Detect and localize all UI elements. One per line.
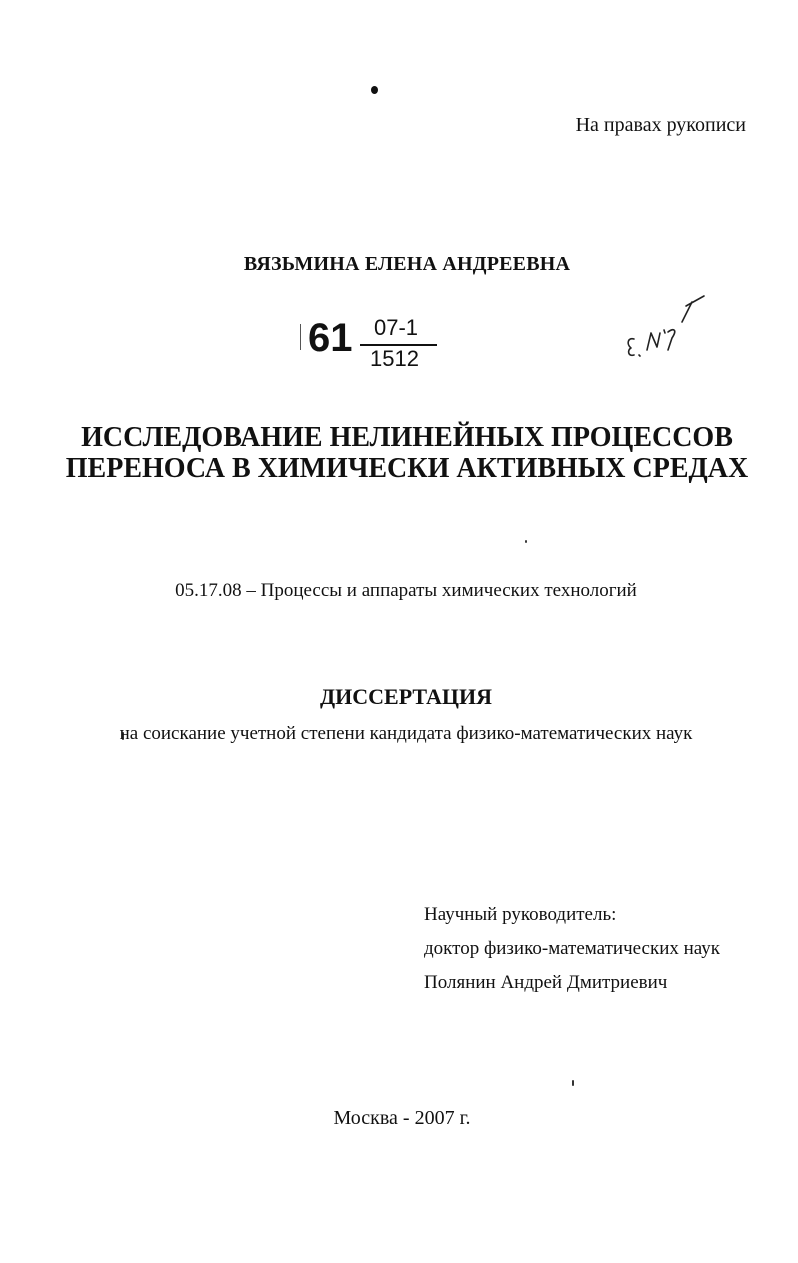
scan-speck <box>572 1080 574 1086</box>
author-name: ВЯЗЬМИНА ЕЛЕНА АНДРЕЕВНА <box>243 253 571 275</box>
title-line-1: ИССЛЕДОВАНИЕ НЕЛИНЕЙНЫХ ПРОЦЕССОВ <box>81 422 733 453</box>
shelf-code-numerator: 07-1 <box>374 315 419 340</box>
shelf-code-main: 61 <box>308 316 353 360</box>
specialty-code: 05.17.08 – Процессы и аппараты химических технологий <box>175 580 637 601</box>
handwritten-mark-icon <box>620 292 710 362</box>
document-type: ДИССЕРТАЦИЯ <box>320 684 492 709</box>
advisor-name: Полянин Андрей Дмитриевич <box>424 972 668 993</box>
scientific-advisor <box>424 898 720 1000</box>
advisor-title: доктор физико-математических наук <box>424 938 720 959</box>
dissertation-title <box>0 422 798 484</box>
advisor-label: Научный руководитель: <box>424 904 617 925</box>
rights-notice: На правах рукописи <box>575 114 746 136</box>
title-line-2: ПЕРЕНОСА В ХИМИЧЕСКИ АКТИВНЫХ СРЕДАХ <box>65 453 749 484</box>
scan-speck <box>525 540 527 543</box>
city-year: Москва - 2007 г. <box>333 1107 471 1129</box>
degree-line: на соискание учетной степени кандидата физико-математических наук <box>119 723 693 744</box>
code-marker <box>300 324 301 350</box>
shelf-code-denominator: 1512 <box>370 346 419 371</box>
scan-speck <box>371 86 378 94</box>
